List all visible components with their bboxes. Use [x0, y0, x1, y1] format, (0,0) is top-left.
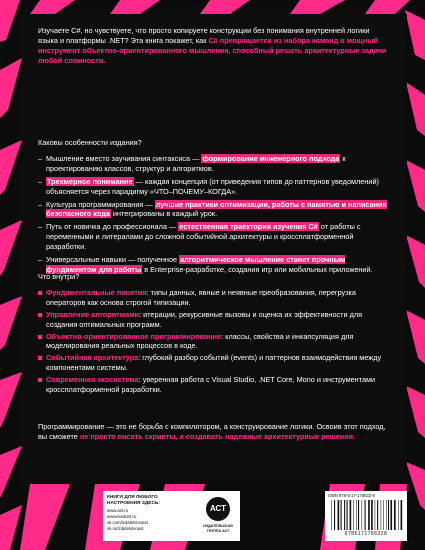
inside-text: : глубокий разбор событий (events) и паттернов взаимодействия между компонентами системы. [46, 353, 382, 373]
barcode-bar [371, 500, 373, 530]
feature-highlight: формирование инженерного подхода [202, 153, 340, 163]
intro-paragraph [38, 26, 391, 66]
feature-text-end: к проектированию классов, структур и алгоритмов. [46, 153, 346, 173]
intro-highlight: C# превращается из набора команд в мощный инструмент объектно-ориентированного мышления, способный решать архитектурные задачи любой сложности. [38, 35, 387, 65]
barcode-bar [334, 500, 335, 530]
inside-text: : итерации, рекурсивные вызовы и оценка их эффективности для создания оптимальных программ. [46, 309, 363, 329]
isbn-text: ISBN 978-5-17-178632-8 [328, 493, 375, 498]
barcode-bar [341, 500, 342, 530]
inside-text: : классы, свойства и инкапсуляция для моделирования реальных процессов в коде. [46, 331, 354, 351]
inside-highlight: Фундаментальные понятия [46, 287, 147, 297]
barcode-bar [377, 500, 378, 530]
barcode-bar [365, 500, 366, 530]
inside-item [38, 310, 391, 330]
inside-item [38, 288, 391, 308]
features-section [38, 138, 391, 278]
barcode-bar [381, 500, 382, 530]
text-panel [22, 14, 407, 484]
feature-highlight: лучшие практики оптимизации, работы с памятью и написания безопасного кода [46, 199, 387, 219]
inside-list [38, 288, 391, 395]
publisher-slogan: КНИГИ ДЛЯ ЛЮБОГО НАСТРОЕНИЯ ЗДЕСЬ: [107, 495, 160, 506]
barcode-number: 9785171786328 [344, 531, 388, 537]
barcode-bar [375, 500, 376, 530]
feature-highlight: Трехмерное понимание [47, 176, 133, 186]
inside-item [38, 375, 391, 395]
barcode-bar [394, 500, 396, 530]
feature-text: Мышление вместо заучивания синтаксиса — [46, 153, 202, 163]
outro-highlight: не просто писать скрипты, а создавать надежные архитектурные решения. [79, 431, 355, 441]
feature-text: Универсальные навыки — полученное [46, 255, 180, 265]
inside-item [38, 332, 391, 352]
inside-item [38, 353, 391, 373]
barcode-bar [401, 500, 403, 530]
barcode-bar [331, 500, 332, 530]
publisher-link: www.ast.ru [107, 508, 129, 513]
intro-text: Изучаете C#, но чувствуете, что просто копируете конструкции без понимания внутренней логики языка и платформы .NET? Эта книга покажет, как [38, 26, 370, 45]
barcode-bar [386, 500, 387, 530]
ast-logo-text: АСТ [209, 504, 227, 513]
barcode-bar [390, 500, 392, 530]
publisher-links [107, 508, 192, 532]
barcode-bar [398, 500, 399, 530]
publisher-logo-box [196, 491, 240, 541]
barcode-bar [388, 500, 389, 530]
publisher-link: www.book24.ru [107, 514, 137, 519]
barcode [329, 500, 403, 530]
inside-heading: Что внутри? [38, 272, 80, 281]
inside-text: : уверенная работа с Visual Studio, .NET Core, Mono и инструментами кроссплатформенной разработки. [46, 375, 376, 395]
features-list [38, 154, 391, 275]
inside-text: : типы данных, явные и неявные преобразования, перегрузка операторов как основа строгой типизации. [46, 287, 356, 307]
publisher-link: vk.com/izdatelstvoast [107, 520, 148, 525]
feature-item [38, 154, 391, 174]
feature-item [38, 222, 391, 252]
feature-text-end: — каждая концепция (от приведения типов до паттернов уведомлений) объясняется через парадигму «ЧТО–ПОЧЕМУ–КОГДА». [46, 176, 379, 196]
barcode-bar [356, 500, 357, 530]
inside-section [38, 272, 391, 397]
barcode-bar [383, 500, 384, 530]
ast-logo [206, 497, 230, 521]
outro-paragraph [38, 422, 391, 442]
barcode-bar [353, 500, 354, 530]
inside-highlight: Объектно-ориентированное программирование [46, 331, 222, 341]
barcode-bar [344, 500, 345, 530]
publisher-link: vk.ru/izdatelstvoast [107, 526, 144, 531]
feature-text-end: в Enterprise-разработке, создания игр или мобильных приложений. [142, 264, 373, 274]
barcode-bar [350, 500, 352, 530]
publisher-group: ИЗДАТЕЛЬСКАЯ ГРУППА АСТ [203, 524, 233, 533]
feature-text-end: от работы с переменными и литералами до сложной событийной архитектуры и кроссплатформенной разработки. [46, 222, 361, 252]
inside-highlight: Современная экосистема [46, 375, 139, 385]
outro-text: Программирование — это не борьба с компилятором, а конструирование логики. Освоив этот подход, вы сможете [38, 422, 386, 441]
feature-highlight: естественная траектория изучения C# [179, 222, 318, 232]
feature-item [38, 200, 391, 220]
inside-highlight: Событийная архитектура [46, 353, 139, 363]
barcode-bar [358, 500, 359, 530]
barcode-bar [338, 500, 340, 530]
inside-highlight: Управление алгоритмами [46, 309, 140, 319]
barcode-bar [347, 500, 348, 530]
barcode-box [325, 491, 407, 541]
feature-highlight: алгоритмическое мышление станет прочным фундаментом для работы [46, 255, 346, 274]
feature-item [38, 177, 391, 197]
publisher-contacts-box [103, 491, 196, 541]
barcode-bar [362, 500, 363, 530]
feature-text: Путь от новичка до профессионала — [46, 222, 179, 232]
barcode-bar [368, 500, 370, 530]
features-heading: Каковы особенности издания? [38, 138, 142, 147]
feature-text-end: интегрированы в каждый урок. [110, 209, 218, 219]
feature-text: Культура программирования — [46, 199, 155, 209]
